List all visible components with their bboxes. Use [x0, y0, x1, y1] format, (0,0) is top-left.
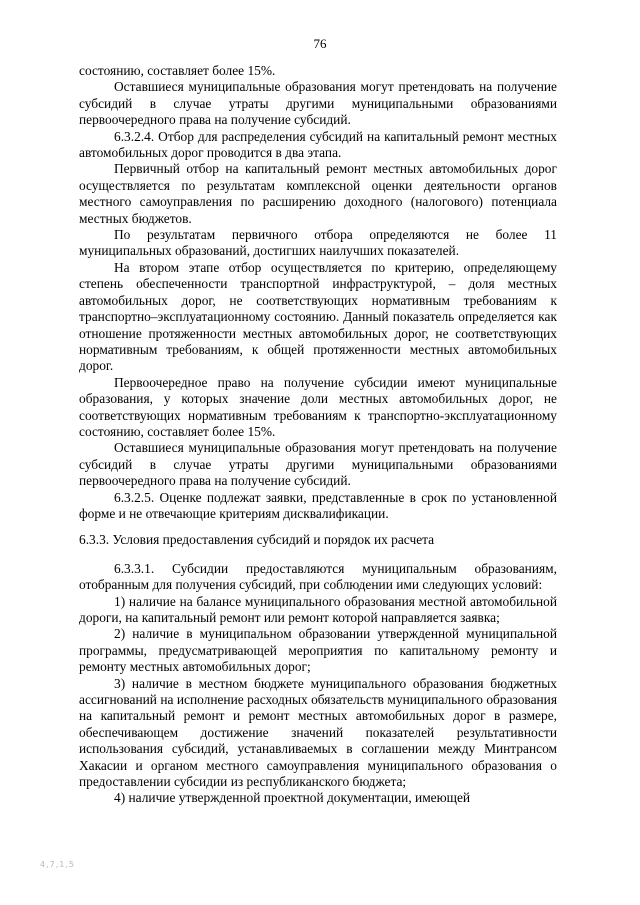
- paragraph: По результатам первичного отбора определяются не более 11 муниципальных образований, достигших наилучших показателей.: [79, 227, 557, 259]
- paragraph: 6.3.2.4. Отбор для распределения субсидий на капитальный ремонт местных автомобильных дорог проводится в два этапа.: [79, 128, 557, 161]
- section-heading: 6.3.3. Условия предоставления субсидий и порядок их расчета: [79, 532, 435, 548]
- page-number: 76: [313, 36, 327, 51]
- paragraph: 6.3.3.1. Субсидии предоставляются муниципальным образованиям, отобранным для получения субсидий, при соблюдении ими следующих условий:: [79, 560, 557, 593]
- paragraph: Оставшиеся муниципальные образования могут претендовать на получение субсидий в случае утраты другими муниципальными образованиями первоочередного права на получение субсидий.: [79, 79, 557, 128]
- list-item: 4) наличие утвержденной проектной документации, имеющей: [114, 790, 471, 806]
- paragraph: 6.3.2.5. Оценке подлежат заявки, представленные в срок по установленной форме и не отвечающие критериям дисквалификации.: [79, 489, 557, 521]
- paragraph: Первоочередное право на получение субсидии имеют муниципальные образования, у которых значение доли местных автомобильных дорог, не соответствующих нормативным требованиям к транспортно-эксплуатационному состоянию, составляет более 15%.: [79, 374, 557, 439]
- scan-mark: 4,7,1,5: [40, 860, 75, 869]
- paragraph: Первичный отбор на капитальный ремонт местных автомобильных дорог осуществляется по результатам комплексной оценки деятельности органов местного самоуправления по расширению доходного (налогового) потенциала местных бюджетов.: [79, 161, 557, 226]
- list-item: 2) наличие в муниципальном образовании утвержденной муниципальной программы, предусматривающей мероприятия по капитальному ремонту и ремонту местных автомобильных дорог;: [79, 626, 557, 675]
- list-item: 3) наличие в местном бюджете муниципального образования бюджетных ассигнований на исполнение расходных обязательств муниципального образования на капитальный ремонт и ремонт местных автомобильных дорог в размере, обеспечивающем достижение значений показателей результативности использования субсидий, устанавливаемых в соглашении между Минтрансом Хакасии и органом местного самоуправления муниципального образования о предоставлении субсидии из республиканского бюджета;: [79, 675, 557, 790]
- paragraph: Оставшиеся муниципальные образования могут претендовать на получение субсидий в случае утраты другими муниципальными образованиями первоочередного права на получение субсидий.: [79, 440, 557, 489]
- paragraph: На втором этапе отбор осуществляется по критерию, определяющему степень обеспеченности транспортной инфраструктурой, – доля местных автомобильных дорог, не соответствующих нормативным требованиям к транспортно–эксплуатационному состоянию. Данный показатель определяется как отношение протяженности местных автомобильных дорог, не соответствующих нормативным требованиям, к общей протяженности местных автомобильных дорог.: [79, 259, 557, 374]
- list-item: 1) наличие на балансе муниципального образования местной автомобильной дороги, на капитальный ремонт или ремонт которой направляется заявка;: [79, 593, 557, 625]
- document-body: [79, 63, 557, 807]
- paragraph: состоянию, составляет более 15%.: [79, 63, 276, 78]
